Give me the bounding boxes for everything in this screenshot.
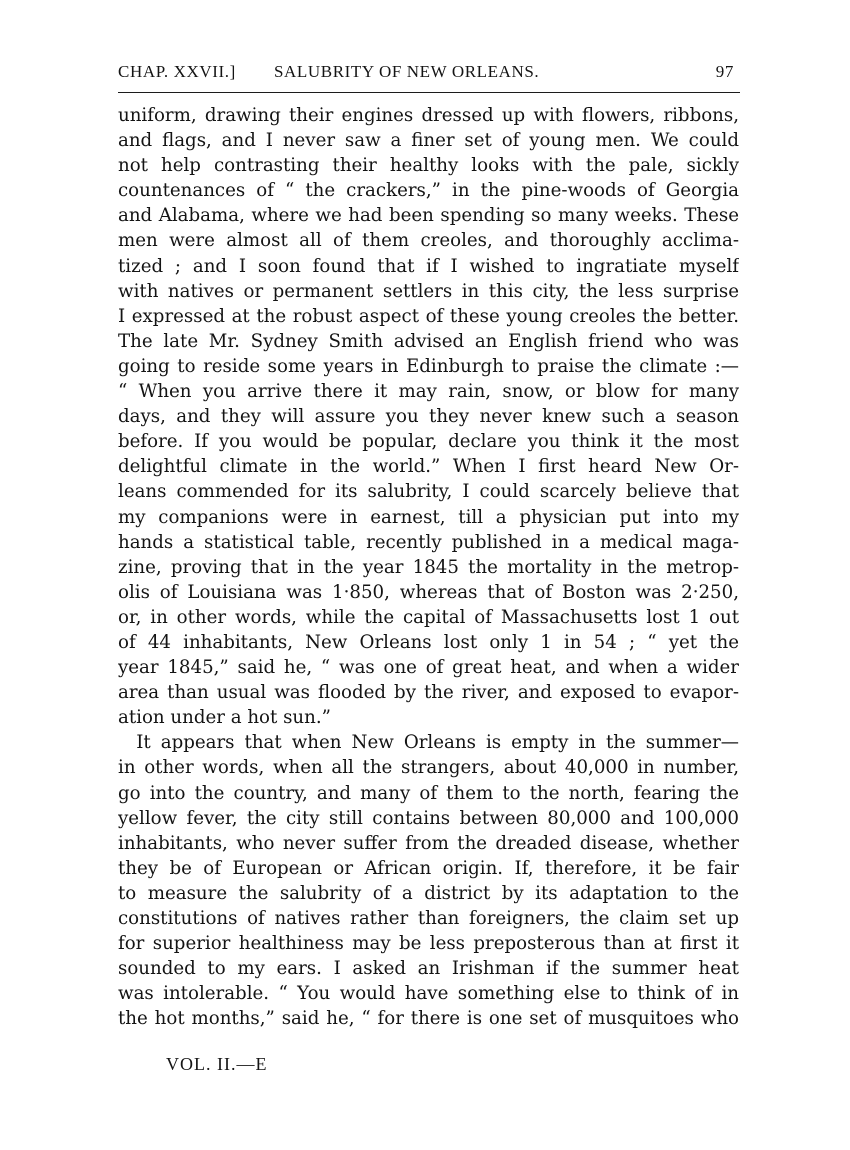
text-line: to measure the salubrity of a district by its adaptation to the xyxy=(118,882,739,904)
text-line: year 1845,” said he, “ was one of great heat, and when a wider xyxy=(118,657,739,679)
text-line: and Alabama, where we had been spending so many weeks. These xyxy=(118,205,739,227)
text-line: leans commended for its salubrity, I could scarcely believe that xyxy=(118,481,739,503)
page-number: 97 xyxy=(715,62,734,81)
text-line: “ When you arrive there it may rain, snow, or blow for many xyxy=(118,381,739,403)
text-line: the hot months,” said he, “ for there is one set of musquitoes who xyxy=(118,1008,739,1030)
text-line: men were almost all of them creoles, and thoroughly acclima- xyxy=(118,230,739,252)
text-line: It appears that when New Orleans is empty in the summer— xyxy=(118,732,739,754)
text-line: with natives or permanent settlers in this city, the less surprise xyxy=(118,280,739,302)
text-line: and flags, and I never saw a finer set of young men. We could xyxy=(118,130,739,152)
text-line: of 44 inhabitants, New Orleans lost only 1 in 54 ; “ yet the xyxy=(118,631,739,653)
text-line: going to reside some years in Edinburgh to praise the climate :— xyxy=(118,355,739,377)
header-rule xyxy=(118,92,740,93)
text-line: go into the country, and many of them to the north, fearing the xyxy=(118,782,739,804)
text-line: zine, proving that in the year 1845 the mortality in the metrop- xyxy=(118,556,739,578)
text-line: days, and they will assure you they never knew such a season xyxy=(118,406,739,428)
body-text xyxy=(118,103,739,1031)
text-line: countenances of “ the crackers,” in the pine-woods of Georgia xyxy=(118,180,739,202)
signature-mark: VOL. II.—E xyxy=(166,1054,268,1074)
text-line: uniform, drawing their engines dressed up with flowers, ribbons, xyxy=(118,105,739,126)
text-line: they be of European or African origin. If, therefore, it be fair xyxy=(118,857,739,879)
text-line: tized ; and I soon found that if I wished to ingratiate myself xyxy=(118,255,739,277)
text-line: hands a statistical table, recently published in a medical maga- xyxy=(118,531,739,553)
text-line: in other words, when all the strangers, about 40,000 in number, xyxy=(118,757,739,779)
text-line: The late Mr. Sydney Smith advised an English friend who was xyxy=(118,330,739,352)
text-line: not help contrasting their healthy looks with the pale, sickly xyxy=(118,155,739,177)
text-line: inhabitants, who never suffer from the dreaded disease, whether xyxy=(118,832,739,854)
text-line: I expressed at the robust aspect of these young creoles the better. xyxy=(118,305,739,327)
text-line: or, in other words, while the capital of Massachusetts lost 1 out xyxy=(118,606,739,628)
text-line: constitutions of natives rather than foreigners, the claim set up xyxy=(118,908,739,929)
text-line: delightful climate in the world.” When I first heard New Or- xyxy=(118,456,739,478)
text-line: my companions were in earnest, till a physician put into my xyxy=(118,506,739,528)
text-line: before. If you would be popular, declare you think it the most xyxy=(118,431,739,453)
text-line: was intolerable. “ You would have something else to think of in xyxy=(118,983,739,1005)
text-line: area than usual was flooded by the river, and exposed to evapor- xyxy=(118,682,739,704)
chapter-label: CHAP. XXVII.] xyxy=(118,62,236,81)
text-line: ation under a hot sun.” xyxy=(118,707,331,729)
running-head xyxy=(118,62,738,86)
text-line: yellow fever, the city still contains between 80,000 and 100,000 xyxy=(118,807,739,829)
text-line: olis of Louisiana was 1·850, whereas that of Boston was 2·250, xyxy=(118,581,739,603)
text-line: sounded to my ears. I asked an Irishman if the summer heat xyxy=(118,958,739,980)
running-title: SALUBRITY OF NEW ORLEANS. xyxy=(274,62,540,81)
text-line: for superior healthiness may be less preposterous than at first it xyxy=(118,933,739,955)
